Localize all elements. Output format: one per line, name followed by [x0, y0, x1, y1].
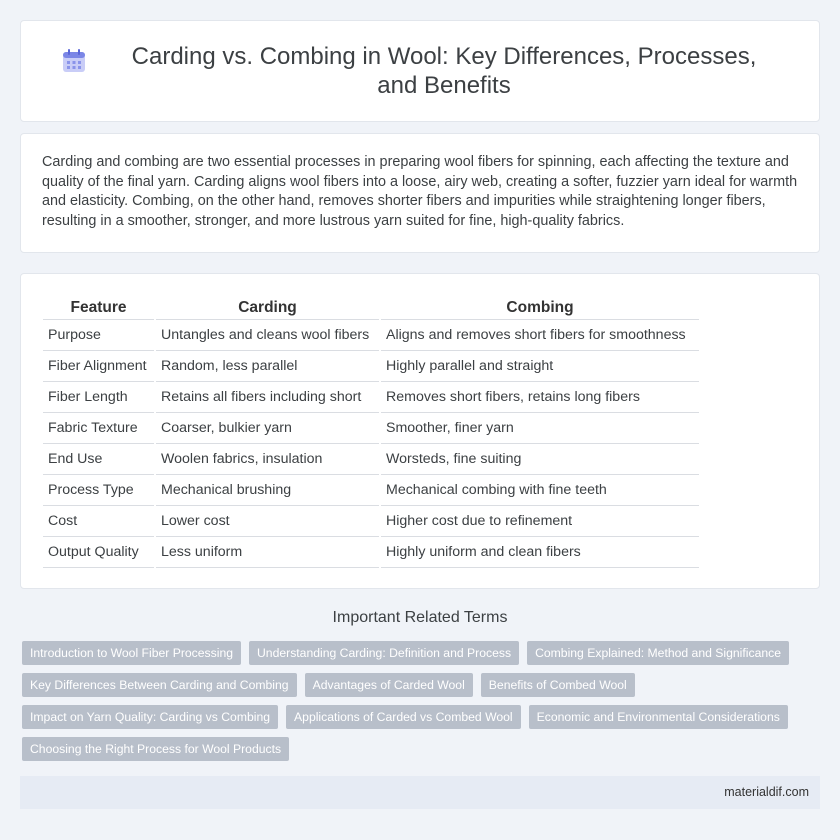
- feature-cell: Purpose: [43, 320, 154, 351]
- footer-site-link[interactable]: materialdif.com: [724, 785, 809, 799]
- feature-cell: Cost: [43, 506, 154, 537]
- header-combing: Combing: [381, 296, 699, 320]
- table-row: [43, 537, 699, 568]
- carding-cell: Woolen fabrics, insulation: [156, 444, 379, 475]
- comparison-table-card: [20, 273, 820, 589]
- header-carding: Carding: [156, 296, 379, 320]
- header-feature: Feature: [43, 296, 154, 320]
- combing-cell: Highly uniform and clean fibers: [381, 537, 699, 568]
- related-term-tag[interactable]: Impact on Yarn Quality: Carding vs Combing: [22, 705, 278, 729]
- feature-cell: End Use: [43, 444, 154, 475]
- comparison-table: [41, 296, 701, 568]
- carding-cell: Less uniform: [156, 537, 379, 568]
- related-term-tag[interactable]: Choosing the Right Process for Wool Products: [22, 737, 289, 761]
- table-row: [43, 506, 699, 537]
- related-term-tag[interactable]: Economic and Environmental Considerations: [529, 705, 788, 729]
- table-row: [43, 413, 699, 444]
- related-terms-tags: [22, 641, 822, 769]
- carding-cell: Coarser, bulkier yarn: [156, 413, 379, 444]
- related-term-tag[interactable]: Benefits of Combed Wool: [481, 673, 635, 697]
- related-term-tag[interactable]: Applications of Carded vs Combed Wool: [286, 705, 521, 729]
- related-term-tag[interactable]: Introduction to Wool Fiber Processing: [22, 641, 241, 665]
- carding-cell: Mechanical brushing: [156, 475, 379, 506]
- related-term-tag[interactable]: Key Differences Between Carding and Combing: [22, 673, 297, 697]
- table-header-row: [43, 296, 699, 320]
- combing-cell: Worsteds, fine suiting: [381, 444, 699, 475]
- table-row: [43, 320, 699, 351]
- intro-card: [20, 133, 820, 253]
- related-term-tag[interactable]: Combing Explained: Method and Significance: [527, 641, 789, 665]
- combing-cell: Highly parallel and straight: [381, 351, 699, 382]
- table-row: [43, 475, 699, 506]
- page-title: Carding vs. Combing in Wool: Key Differences, Processes, and Benefits: [131, 43, 757, 99]
- tag-row: [22, 737, 822, 761]
- table-row: [43, 382, 699, 413]
- feature-cell: Output Quality: [43, 537, 154, 568]
- carding-cell: Untangles and cleans wool fibers: [156, 320, 379, 351]
- carding-cell: Lower cost: [156, 506, 379, 537]
- footer: [20, 776, 820, 809]
- calendar-icon: [61, 48, 87, 74]
- combing-cell: Higher cost due to refinement: [381, 506, 699, 537]
- tag-row: [22, 673, 822, 697]
- intro-paragraph: Carding and combing are two essential processes in preparing wool fibers for spinning, each affecting the texture and quality of the final yarn. Carding aligns wool fibers into a loose, airy web, creating a softer, fuzzier yarn ideal for warmth and elasticity. Combing, on the other hand, removes shorter fibers and impurities while straightening longer fibers, resulting in a smoother, stronger, and more lustrous yarn suited for fine, high-quality fabrics.: [42, 154, 798, 229]
- combing-cell: Aligns and removes short fibers for smoothness: [381, 320, 699, 351]
- table-row: [43, 444, 699, 475]
- feature-cell: Fiber Length: [43, 382, 154, 413]
- feature-cell: Fiber Alignment: [43, 351, 154, 382]
- table-row: [43, 351, 699, 382]
- feature-cell: Fabric Texture: [43, 413, 154, 444]
- tag-row: [22, 705, 822, 729]
- combing-cell: Removes short fibers, retains long fibers: [381, 382, 699, 413]
- related-terms-title: Important Related Terms: [332, 609, 508, 626]
- header-card: [20, 20, 820, 122]
- related-term-tag[interactable]: Understanding Carding: Definition and Process: [249, 641, 519, 665]
- carding-cell: Random, less parallel: [156, 351, 379, 382]
- related-term-tag[interactable]: Advantages of Carded Wool: [305, 673, 473, 697]
- combing-cell: Mechanical combing with fine teeth: [381, 475, 699, 506]
- feature-cell: Process Type: [43, 475, 154, 506]
- combing-cell: Smoother, finer yarn: [381, 413, 699, 444]
- carding-cell: Retains all fibers including short: [156, 382, 379, 413]
- tag-row: [22, 641, 822, 665]
